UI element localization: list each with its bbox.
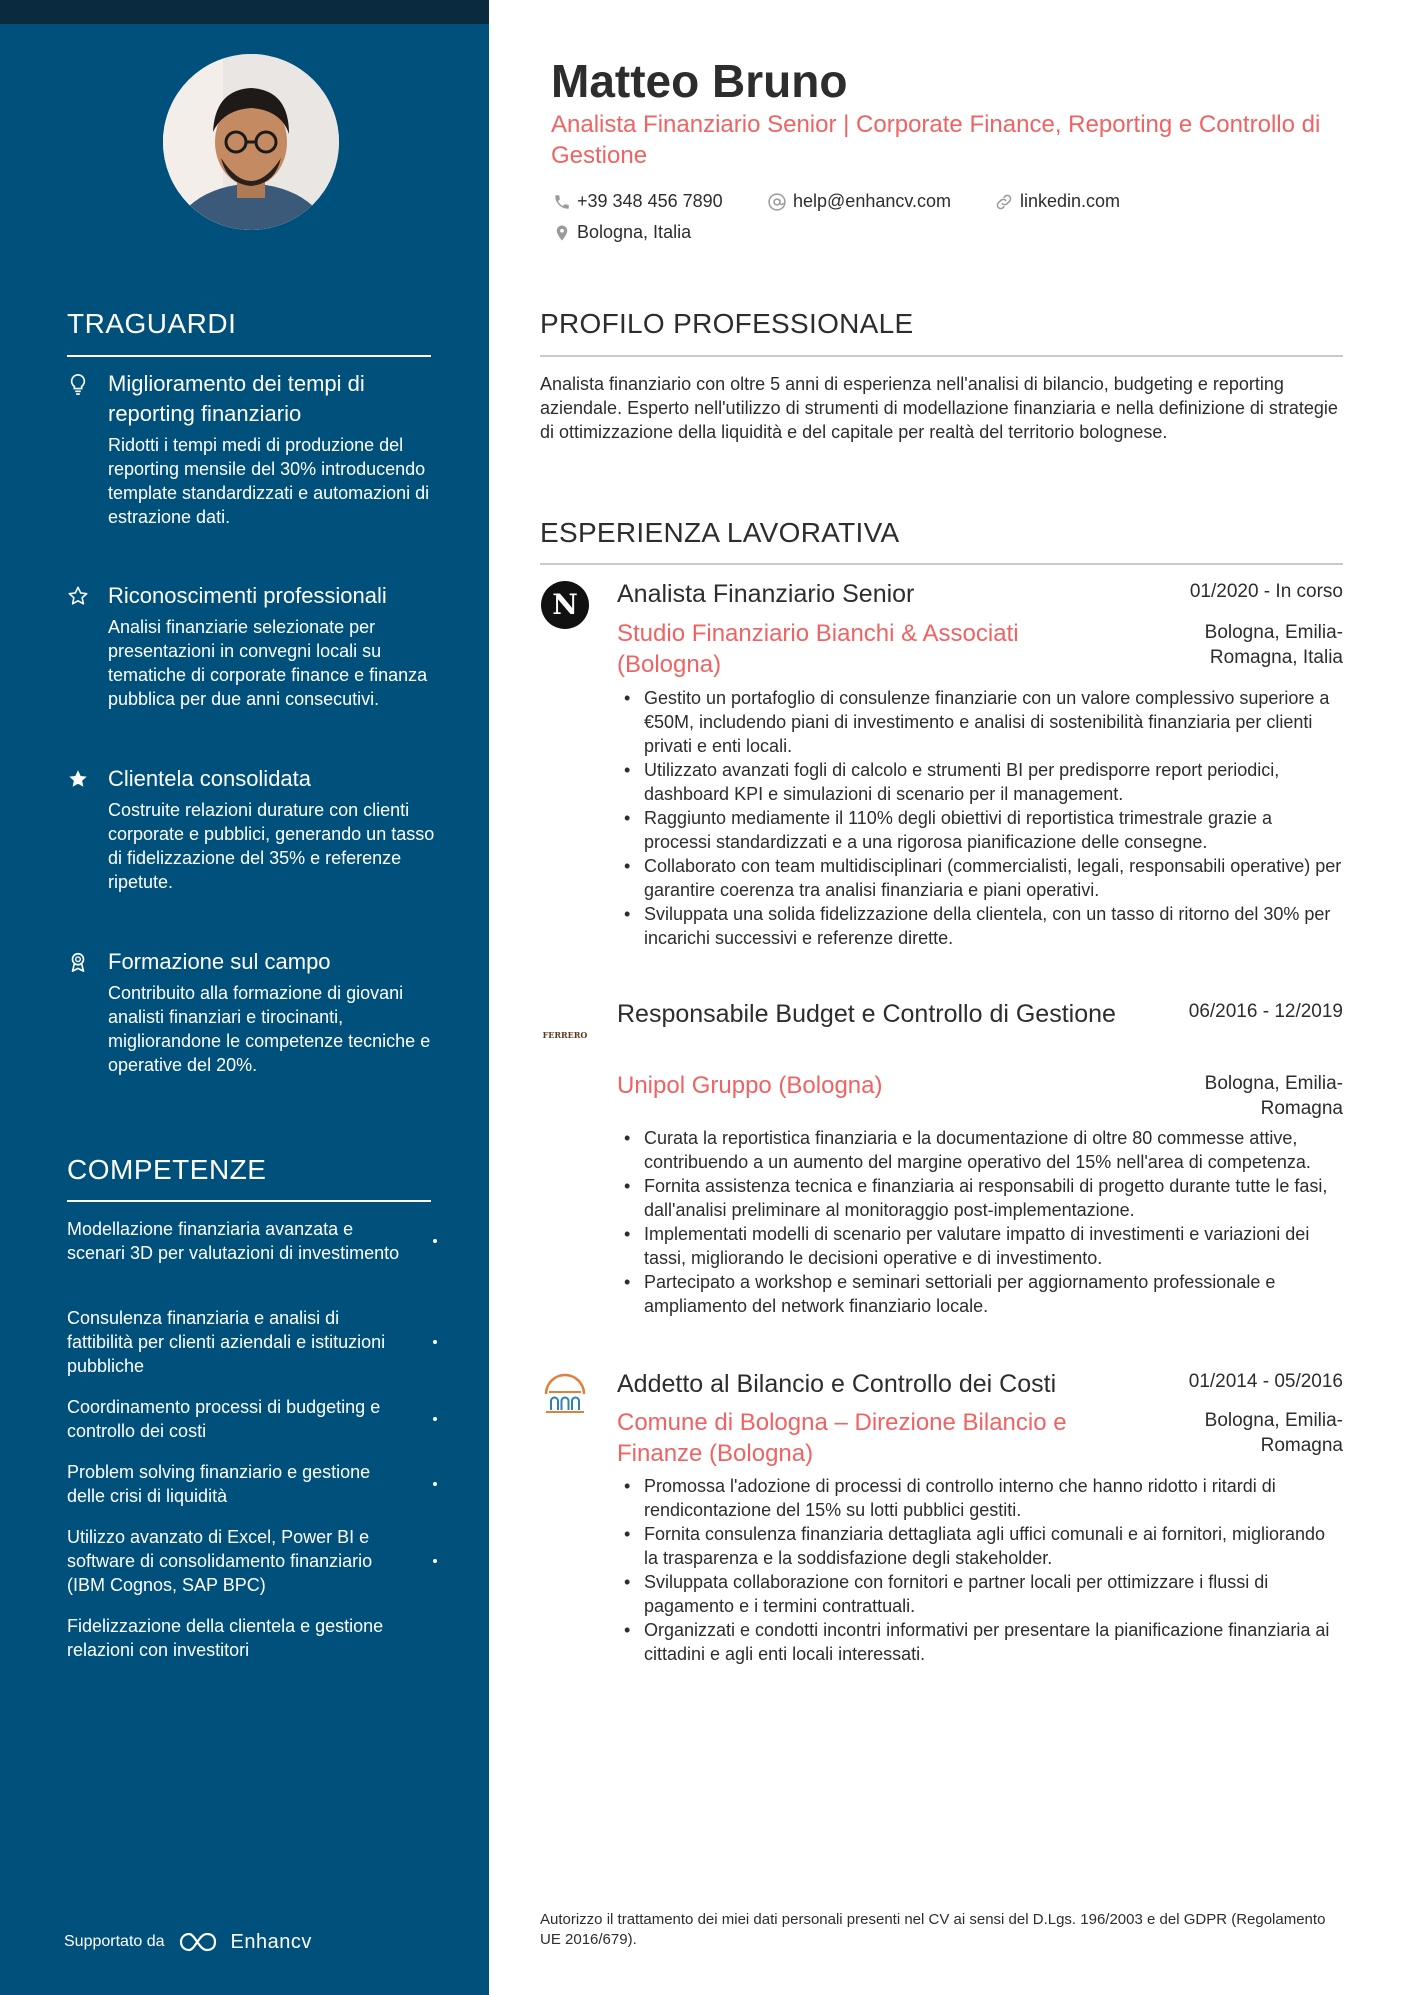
job-bullet: • Collaborato con team multidisciplinari (commercialisti, legali, responsabili operative) per garantire coerenza tra analisi finanziaria e piani operativi. [617, 854, 1343, 902]
email-text[interactable]: help@enhancv.com [793, 191, 952, 211]
skill-item [67, 1306, 437, 1378]
job-entry [540, 578, 1343, 978]
experience-heading: ESPERIENZA LAVORATIVA [540, 517, 900, 548]
lightbulb-icon [67, 373, 89, 395]
job-company: Comune di Bologna – Direzione Bilancio e Finanze (Bologna) [617, 1409, 1067, 1467]
achievement-title: Formazione sul campo [108, 949, 331, 974]
job-title: Addetto al Bilancio e Controllo dei Costi [617, 1370, 1057, 1398]
job-bullet: • Sviluppata collaborazione con fornitori e partner locali per ottimizzare i flussi di pagamento e i termini contrattuali. [617, 1570, 1343, 1618]
skill-item [67, 1614, 437, 1662]
achievement-desc: Analisi finanziarie selezionate per presentazioni in convegni locali su tematiche di corporate finance e finanza pubblica per due anni consecutivi. [108, 617, 428, 709]
powered-by [64, 1930, 312, 1954]
achievement-title: Miglioramento dei tempi di reporting finanziario [108, 371, 365, 426]
job-bullet: • Organizzati e condotti incontri informativi per presentare la pianificazione finanziaria ai cittadini e agli enti locali interessati. [617, 1618, 1343, 1666]
contact-email[interactable] [767, 191, 951, 212]
sidebar-top-bar [0, 0, 489, 24]
skill-text: Problem solving finanziario e gestione delle crisi di liquidità [67, 1462, 371, 1506]
job-bullets [617, 1126, 1343, 1318]
phone-icon [553, 193, 571, 211]
skill-item [67, 1395, 437, 1443]
skill-item [67, 1525, 437, 1597]
skill-text: Utilizzo avanzato di Excel, Power BI e software di consolidamento finanziario (IBM Cognos, SAP BPC) [67, 1527, 373, 1595]
job-bullet: • Partecipato a workshop e seminari settoriali per aggiornamento professionale e ampliamento del network finanziario locale. [617, 1270, 1343, 1318]
sidebar [0, 0, 489, 1995]
job-location: Bologna, Emilia-Romagna [1204, 1073, 1343, 1119]
skill-item [67, 1217, 437, 1265]
phone-text: +39 348 456 7890 [577, 191, 723, 211]
company-logo-arches-icon [540, 1370, 590, 1420]
person-avatar-icon [163, 54, 339, 230]
job-bullet: • Curata la reportistica finanziaria e la documentazione di oltre 80 commesse attive, contribuendo a un aumento del margine operativo del 15% nell'area di competenza. [617, 1126, 1343, 1174]
award-icon [67, 951, 89, 973]
enhancv-logo-icon [177, 1930, 225, 1954]
candidate-name: Matteo Bruno [551, 55, 848, 107]
company-logo-n-icon [540, 580, 590, 630]
job-bullet: • Sviluppata una solida fidelizzazione della clientela, con un tasso di ritorno del 30% per incarichi successivi e referenze dirette. [617, 902, 1343, 950]
achievement-title: Clientela consolidata [108, 766, 312, 791]
job-entry [540, 998, 1343, 1358]
job-bullet: • Gestito un portafoglio di consulenze finanziarie con un valore complessivo superiore a €50M, includendo piani di investimento e analisi di sostenibilità finanziaria per clienti privati e enti locali. [617, 686, 1343, 758]
skill-dot [433, 1559, 437, 1563]
achievement-desc: Costruite relazioni durature con clienti corporate e pubblici, generando un tasso di fidelizzazione del 35% e referenze ripetute. [108, 800, 435, 892]
contact-phone [553, 191, 723, 212]
privacy-consent-note: Autorizzo il trattamento dei miei dati personali presenti nel CV ai sensi del D.Lgs. 196/2003 e del GDPR (Regolamento UE 2016/679). [540, 1911, 1326, 1948]
achievement-item [67, 581, 437, 711]
job-bullets [617, 1474, 1343, 1666]
experience-divider [540, 563, 1343, 565]
job-location: Bologna, Emilia-Romagna [1204, 1410, 1343, 1456]
linkedin-text[interactable]: linkedin.com [1020, 191, 1121, 211]
skill-text: Coordinamento processi di budgeting e controllo dei costi [67, 1397, 381, 1441]
job-bullet: • Fornita consulenza finanziaria dettagliata agli uffici comunali e ai fornitori, migliorando la trasparenza e la soddisfazione degli stakeholder. [617, 1522, 1343, 1570]
achievement-item [67, 369, 437, 529]
job-entry [540, 1368, 1343, 1688]
summary-heading: PROFILO PROFESSIONALE [540, 308, 914, 339]
link-icon [994, 192, 1014, 212]
achievement-item [67, 947, 437, 1077]
summary-divider [540, 355, 1343, 357]
job-date: 01/2014 - 05/2016 [1188, 1371, 1343, 1392]
location-text: Bologna, Italia [577, 222, 692, 242]
candidate-headline: Analista Finanziario Senior | Corporate Finance, Reporting e Controllo di Gestione [551, 111, 1321, 169]
job-title: Responsabile Budget e Controllo di Gestione [617, 1000, 1116, 1028]
company-logo-ferrero-icon [540, 1008, 590, 1058]
star-filled-icon [67, 768, 89, 790]
skill-text: Consulenza finanziaria e analisi di fattibilità per clienti aziendali e istituzioni pubbliche [67, 1308, 386, 1376]
job-date: 06/2016 - 12/2019 [1188, 1001, 1343, 1022]
job-bullet: • Promossa l'adozione di processi di controllo interno che hanno ridotto i ritardi di rendicontazione del 15% su lotti pubblici gestiti. [617, 1474, 1343, 1522]
enhancv-brand: Enhancv [230, 1930, 312, 1953]
job-company: Studio Finanziario Bianchi & Associati (Bologna) [617, 620, 1019, 678]
achievement-desc: Contribuito alla formazione di giovani analisti finanziari e tirocinanti, migliorandone le competenze tecniche e operative del 20%. [108, 983, 431, 1075]
skill-dot [433, 1340, 437, 1344]
job-bullet: • Raggiunto mediamente il 110% degli obiettivi di reportistica trimestrale grazie a processi standardizzati e a una rigorosa pianificazione delle consegne. [617, 806, 1343, 854]
skill-text: Fidelizzazione della clientela e gestione relazioni con investitori [67, 1616, 384, 1660]
job-bullet: • Implementati modelli di scenario per valutare impatto di investimenti e variazioni dei tassi, migliorando le decisioni operative e di investimento. [617, 1222, 1343, 1270]
skill-dot [433, 1417, 437, 1421]
job-company: Unipol Gruppo (Bologna) [617, 1072, 883, 1099]
company-logo-letter: N [552, 588, 578, 621]
skills-divider [67, 1200, 431, 1202]
job-location: Bologna, Emilia-Romagna, Italia [1204, 622, 1343, 668]
skills-heading: COMPETENZE [67, 1154, 267, 1185]
powered-by-label: Supportato da [64, 1933, 165, 1950]
profile-photo [163, 54, 339, 230]
achievement-desc: Ridotti i tempi medi di produzione del reporting mensile del 30% introducendo template standardizzati e automazioni di estrazione dati. [108, 435, 430, 527]
achievements-divider [67, 355, 431, 357]
location-pin-icon [553, 223, 571, 243]
achievement-title: Riconoscimenti professionali [108, 583, 387, 608]
achievements-heading: TRAGUARDI [67, 308, 237, 339]
skill-text: Modellazione finanziaria avanzata e scenari 3D per valutazioni di investimento [67, 1219, 400, 1263]
job-bullets [617, 686, 1343, 950]
company-logo-wordmark: FERRERO [542, 1030, 588, 1040]
skill-dot [433, 1239, 437, 1243]
skill-dot [433, 1482, 437, 1486]
skill-item [67, 1460, 437, 1508]
job-bullet: • Utilizzato avanzati fogli di calcolo e strumenti BI per predisporre report periodici, dashboard KPI e simulazioni di scenario per il management. [617, 758, 1343, 806]
contact-linkedin[interactable] [994, 191, 1120, 212]
job-date: 01/2020 - In corso [1189, 581, 1343, 602]
job-title: Analista Finanziario Senior [617, 580, 915, 608]
contact-location [553, 222, 691, 243]
job-bullet: • Fornita assistenza tecnica e finanziaria ai responsabili di progetto durante tutte le fasi, dall'analisi preliminare al monitoraggio post-implementazione. [617, 1174, 1343, 1222]
achievement-item [67, 764, 437, 894]
star-outline-icon [67, 585, 89, 607]
at-icon [767, 192, 787, 212]
summary-text: Analista finanziario con oltre 5 anni di esperienza nell'analisi di bilancio, budgeting e reporting aziendale. Esperto nell'utilizzo di strumenti di modellazione finanziaria e nella definizione di strategie di ottimizzazione della liquidità e del capitale per realtà del territorio bolognese. [540, 374, 1338, 442]
